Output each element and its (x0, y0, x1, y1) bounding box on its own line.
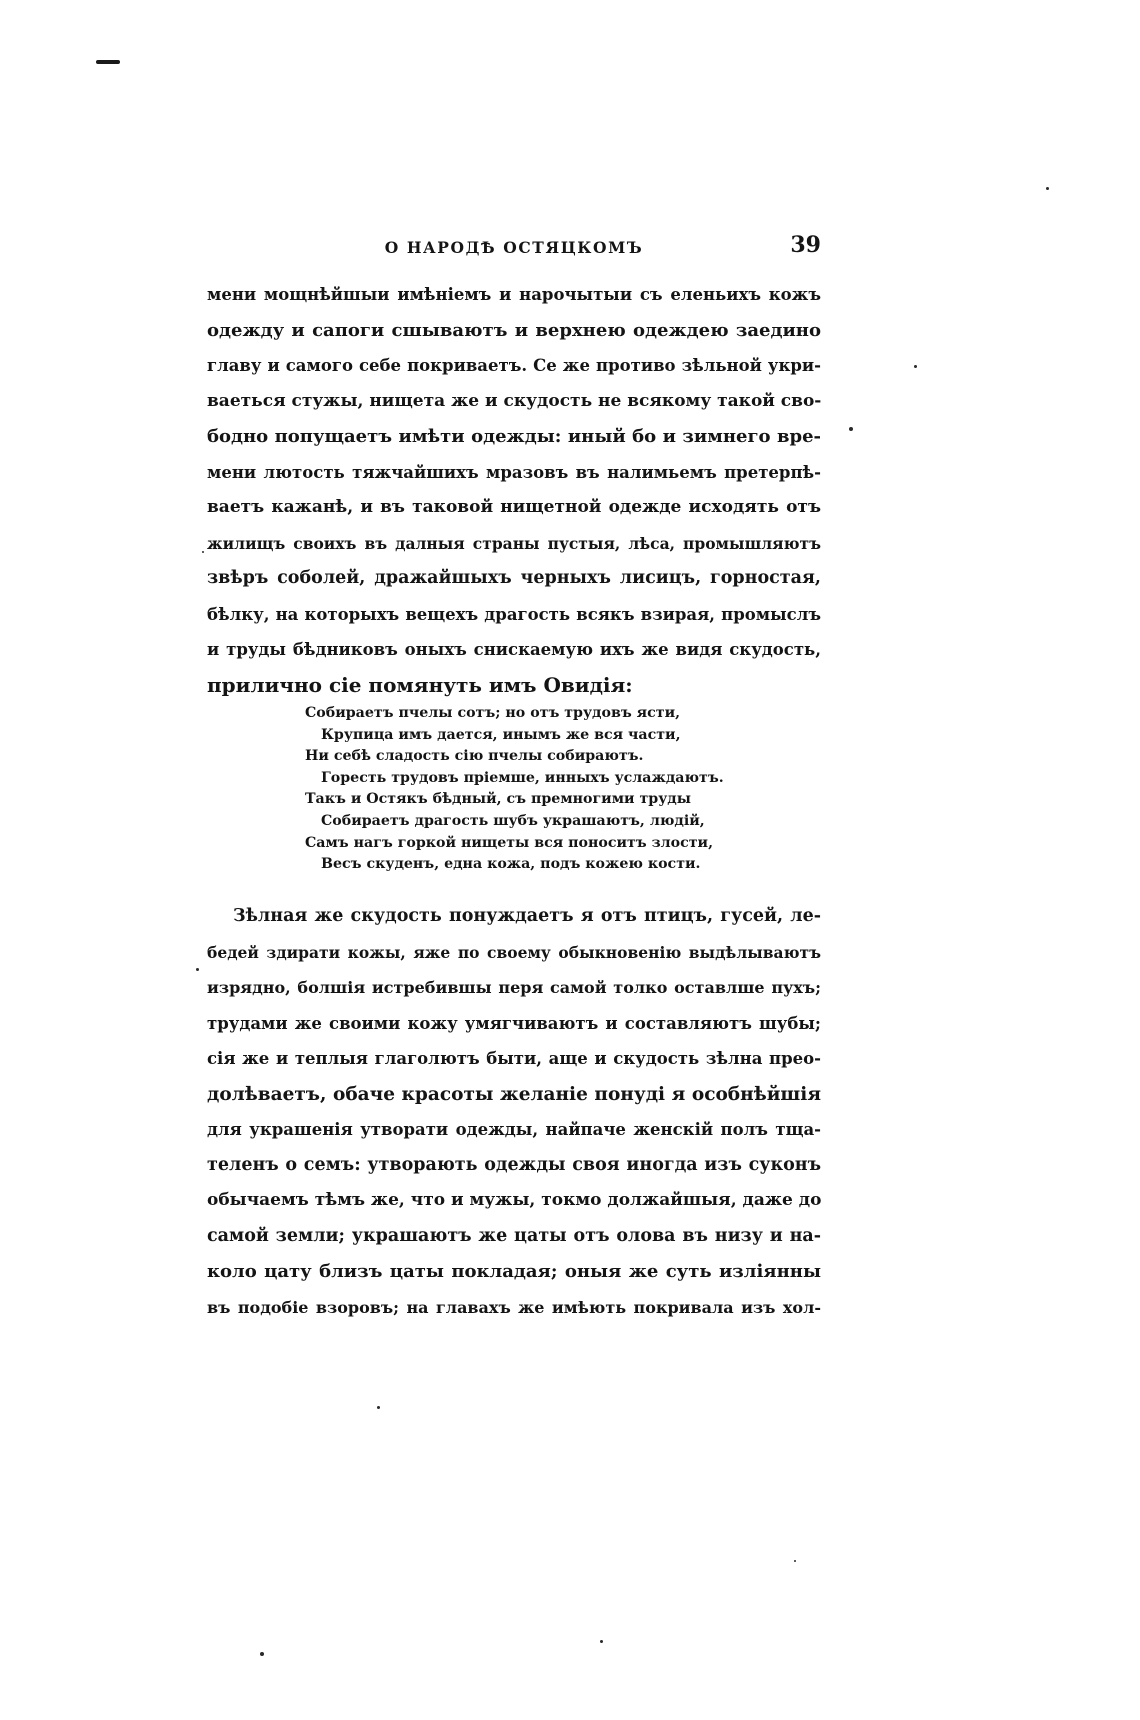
verse-line: Горесть трудовъ пріемше, инныхъ услаждаютъ. (321, 769, 724, 786)
verse-line: Самъ нагъ горкой нищеты вся поноситъ злости, (305, 834, 714, 851)
text-line: самой земли; украшаютъ же цаты отъ олова въ низу и на- (207, 1225, 821, 1246)
text-line: въ подобіе взоровъ; на главахъ же имѣють покривала изъ хол- (207, 1297, 821, 1317)
verse-line: Крупица имъ дается, инымъ же вся части, (321, 726, 681, 743)
text-line: теленъ о семъ: утворають одежды своя иногда изъ суконъ (207, 1154, 821, 1175)
running-title: О НАРОДѢ ОСТЯЦКОМЪ (384, 238, 644, 257)
text-line: для украшенія утворати одежды, найпаче женскій полъ тща- (207, 1120, 821, 1139)
text-line: и труды бѣдниковъ оныхъ снискаемую ихъ же видя скудость, (207, 640, 821, 659)
verse-quotation (305, 703, 724, 876)
verse-line: Ни себѣ сладость сію пчелы собираютъ. (305, 748, 644, 765)
text-line: главу и самого себе покриваетъ. Се же противо зѣльной укри- (207, 356, 821, 375)
paper-speck (1046, 187, 1049, 190)
paper-speck (849, 427, 853, 431)
text-line: бедей здирати кожы, яже по своему обыкновенію выдѣлываютъ (207, 942, 821, 962)
text-line: ваеться стужы, нищета же и скудость не всякому такой сво- (207, 390, 821, 411)
text-line: сія же и теплыя глаголютъ быти, аще и скудость зѣлна прео- (207, 1049, 821, 1068)
paper-speck (794, 1560, 796, 1562)
text-line: ваетъ кажанѣ, и въ таковой нищетной одежде исходять отъ (207, 497, 821, 517)
text-line: обычаемъ тѣмъ же, что и мужы, токмо должайшыя, даже до (207, 1190, 821, 1210)
text-line: мени мощнѣйшыи имѣніемъ и нарочытыи съ еленьихъ кожъ (207, 285, 821, 304)
paper-speck (600, 1640, 603, 1643)
text-line: долѣваетъ, обаче красоты желаніе понуді я особнѣйшія (207, 1083, 821, 1105)
verse-line: Собираетъ пчелы сотъ; но отъ трудовъ ясти, (305, 705, 681, 721)
margin-mark (96, 60, 120, 64)
text-line: трудами же своими кожу умягчиваютъ и составляютъ шубы; (207, 1013, 821, 1033)
paragraph-2 (207, 899, 821, 1325)
text-line: мени лютость тяжчайшихъ мразовъ въ налимьемъ претерпѣ- (207, 462, 821, 482)
text-line: Зѣлная же скудость понуждаетъ я отъ птицъ, гусей, ле- (233, 906, 821, 926)
paper-speck (260, 1652, 264, 1656)
paper-speck (914, 365, 917, 368)
paper-speck (377, 1406, 380, 1409)
text-line: коло цату близъ цаты покладая; оныя же суть изліянны (207, 1261, 821, 1282)
page-number: 39 (790, 232, 821, 258)
verse-line: Собираетъ драгость шубъ украшаютъ, людій, (321, 812, 705, 829)
verse-line: Такъ и Остякъ бѣдный, съ премногими труды (305, 791, 691, 808)
text-line: жилищъ своихъ въ далныя страны пустыя, лѣса, промышляютъ (207, 533, 821, 553)
page-header (207, 234, 821, 268)
text-line: бѣлку, на которыхъ вещехъ драгость всякъ взирая, промыслъ (207, 604, 821, 624)
verse-line: Весъ скуденъ, една кожа, подъ кожею кости. (321, 856, 701, 873)
text-line: звѣръ соболей, дражайшыхъ черныхъ лисицъ, горностая, (207, 568, 821, 588)
text-line: одежду и сапоги сшываютъ и верхнею одеждею заедино (207, 319, 821, 341)
paper-speck (202, 551, 204, 553)
paper-speck (196, 968, 199, 971)
text-line: изрядно, болшія истребившы перя самой толко оставлше пухъ; (207, 978, 821, 997)
text-line: прилично сіе помянуть имъ Овидія: (207, 672, 633, 697)
text-line: бодно попущаетъ имѣти одежды: иный бо и зимнего вре- (207, 426, 821, 447)
paragraph-1 (207, 277, 821, 703)
